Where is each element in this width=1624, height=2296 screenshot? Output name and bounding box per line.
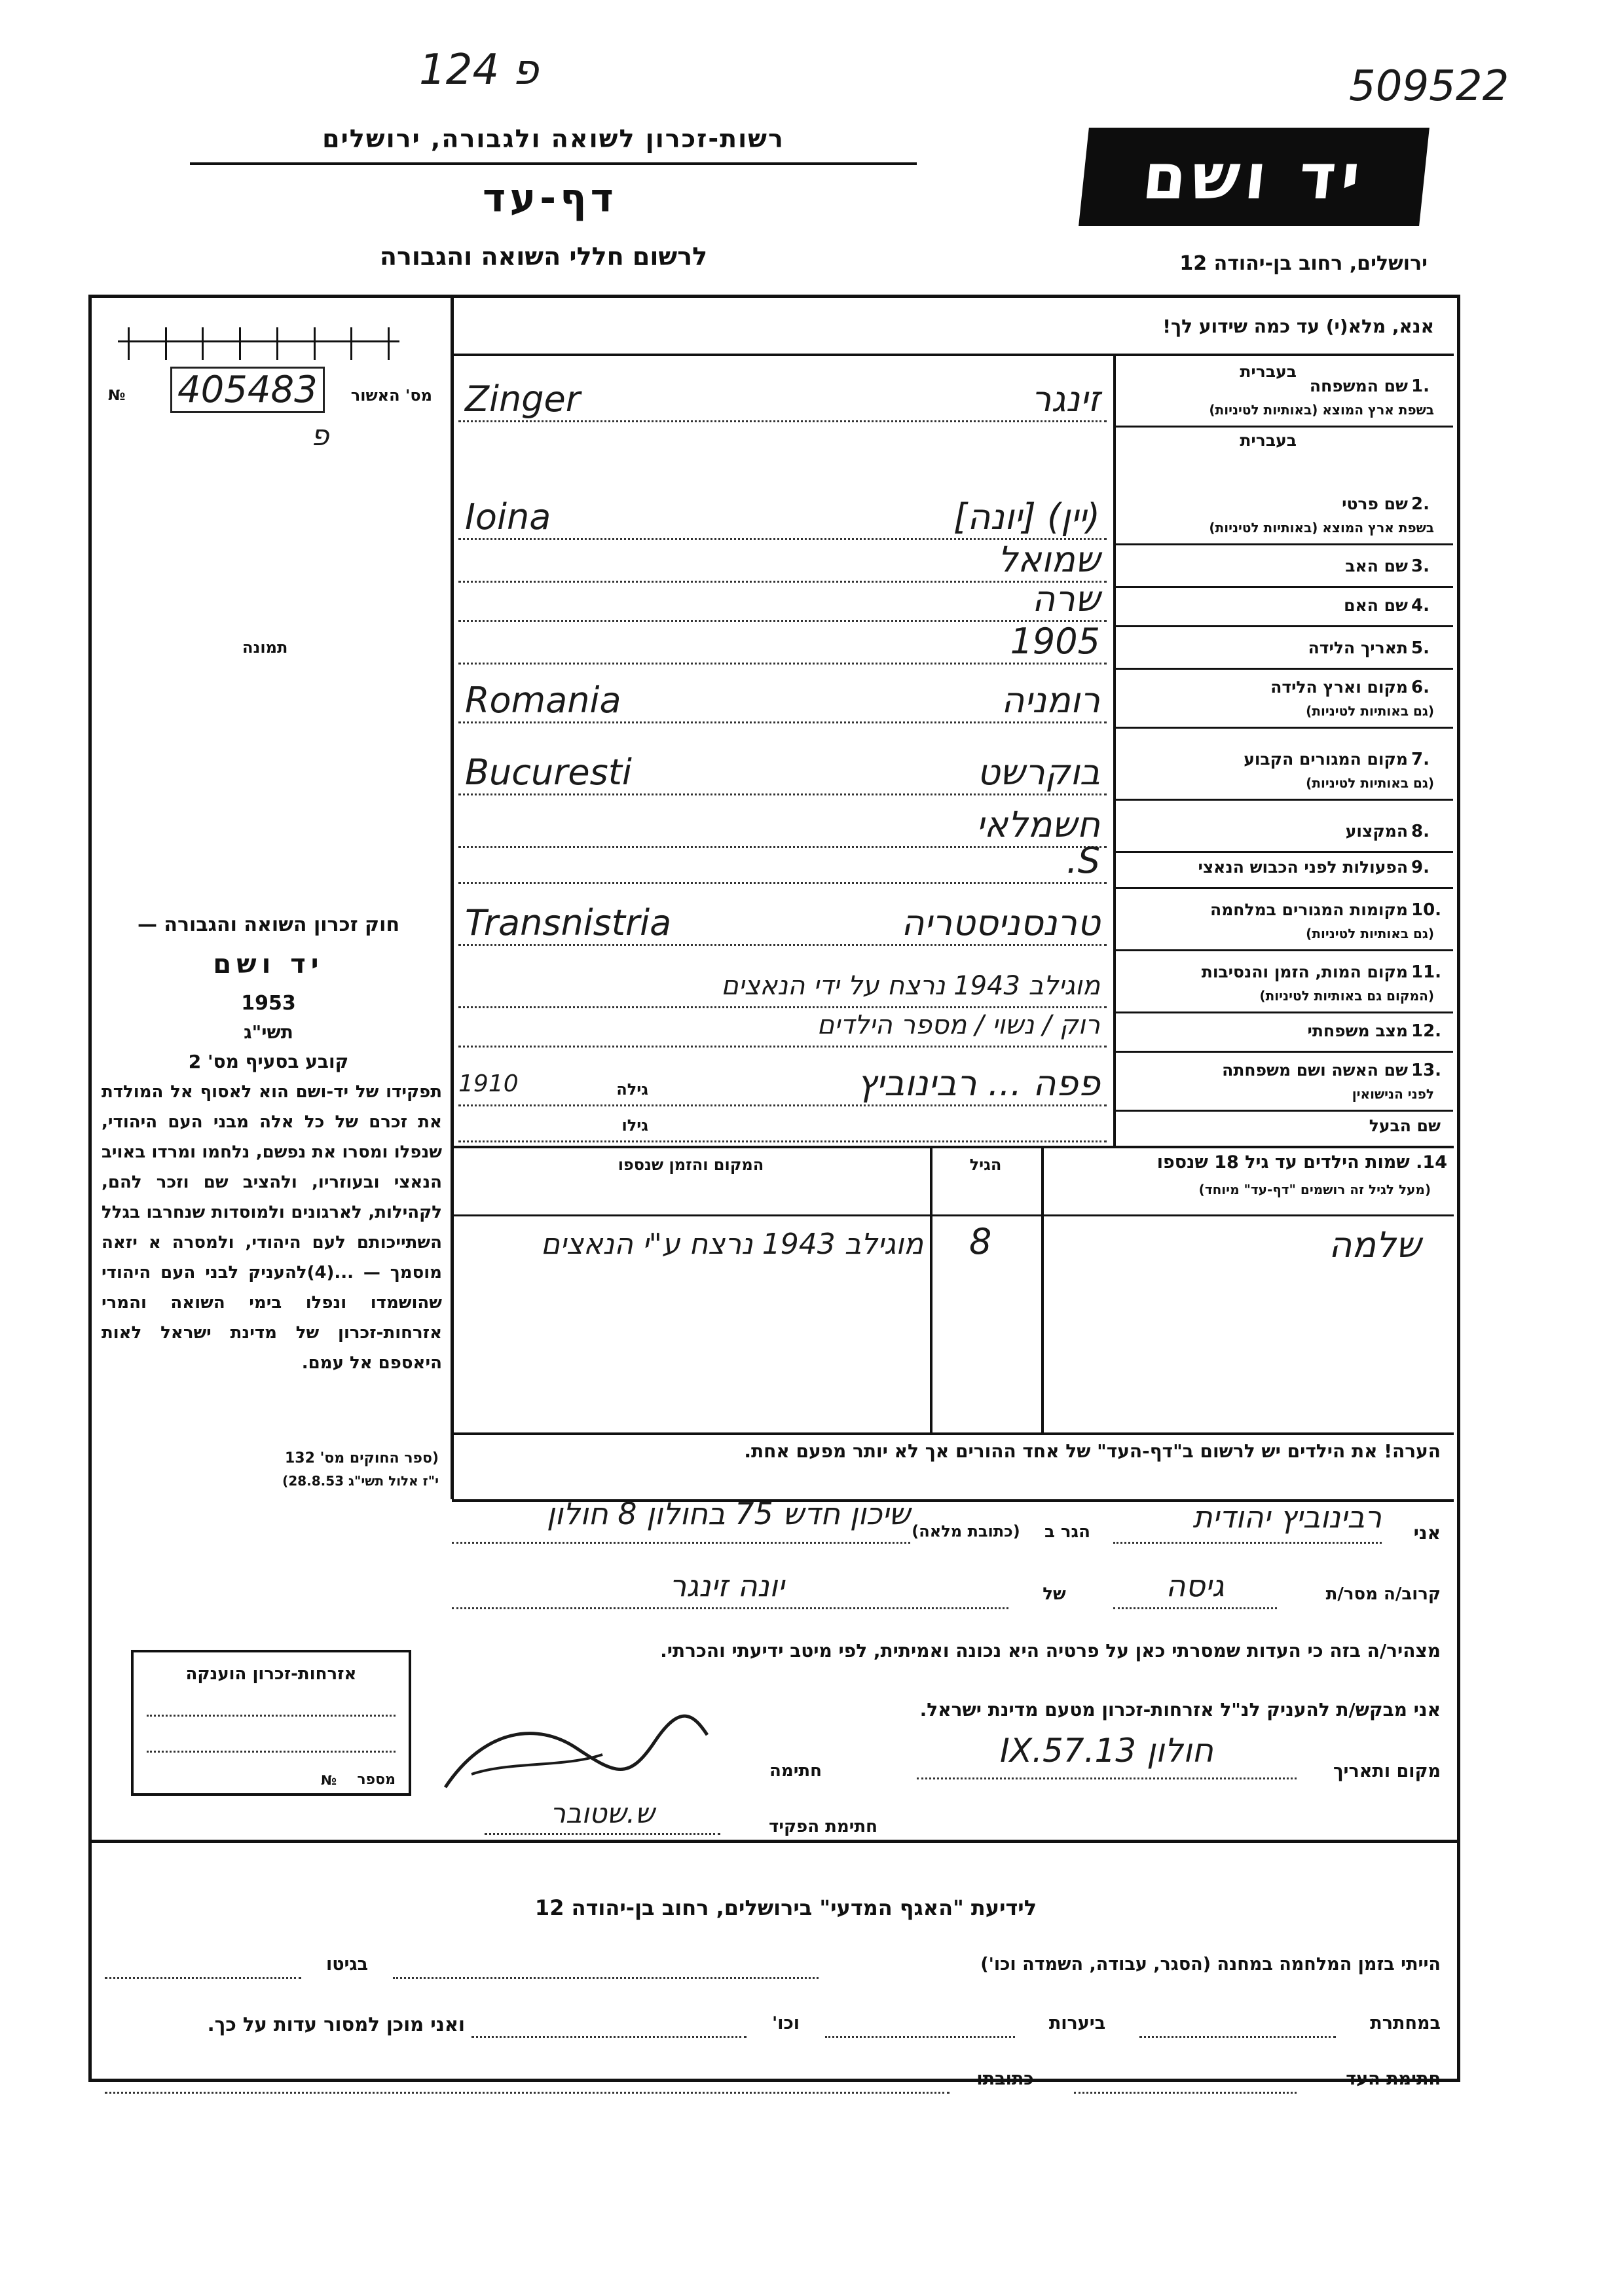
field-row-divider: [1116, 426, 1453, 428]
children-col-place: המקום והזמן שנספו: [618, 1156, 764, 1174]
form-title: דף-עד: [483, 175, 618, 221]
field-number: 7.: [1411, 750, 1430, 769]
info-camp-label: הייתי בזמן המלחמה במחנה (הסגר, עבודה, השמדה וכו'): [980, 1954, 1441, 1975]
field-value-latin: Zinger: [465, 378, 580, 420]
decl-clerk-value: ש.שטובר: [550, 1797, 655, 1829]
field-row-divider: [1116, 543, 1453, 545]
field-label: שם האשה ושם משפחתה: [1222, 1061, 1408, 1080]
info-underground-label: במחתרת: [1370, 2013, 1441, 2033]
info-etc-dots: [471, 2036, 747, 2038]
law-clause: קובע בסעיף מס' 2: [188, 1051, 349, 1072]
field-label: מצב משפחתי: [1307, 1021, 1408, 1040]
field-value-line: [458, 1046, 1107, 1048]
decl-of-value: יונה זינגר: [669, 1568, 784, 1603]
children-top-border: [452, 1146, 1454, 1148]
field-label: שם המשפחה: [1309, 376, 1408, 395]
field-sublabel: בשפת ארץ המוצא (באותיות לטיניות): [1209, 520, 1434, 536]
decl-place-dots: [917, 1777, 1297, 1779]
field-value-hebrew: מוגילב 1943 נרצח על ידי הנאצים: [721, 971, 1100, 1001]
approval-prefix: №: [108, 388, 126, 404]
citizenship-box-title: אזרחות-זכרון הוענקה: [185, 1664, 357, 1684]
field-value-hebrew: שמואל: [997, 539, 1100, 580]
field-value-hebrew: S.: [1066, 840, 1100, 881]
field-value-hebrew: 1905: [1010, 621, 1100, 662]
decl-resides: הגר ב: [1044, 1522, 1091, 1542]
field-value-latin: Romania: [465, 680, 621, 721]
decl-clerk-label: חתימת הפקיד: [769, 1817, 877, 1836]
field-number: 11.: [1411, 962, 1442, 982]
field-row-divider: [1116, 1110, 1453, 1112]
decl-i-dots: [1113, 1542, 1382, 1544]
field-row-divider: [1116, 949, 1453, 951]
field-number: 8.: [1411, 822, 1430, 841]
decl-of-label: של: [1043, 1584, 1066, 1604]
citizenship-box-line1: [147, 1715, 396, 1717]
field-value-line: [458, 663, 1107, 665]
field-value-hebrew: זינגר: [1031, 378, 1100, 420]
decl-relation-value: גיסה: [1166, 1568, 1225, 1603]
info-etc-label: וכו': [771, 2013, 800, 2033]
field-sublabel: בשפת ארץ המוצא (באותיות לטיניות): [1209, 402, 1434, 418]
info-address-dots: [105, 2092, 950, 2094]
decl-statement: מצהיר/ה בזה כי העדות שמסרתי כאן על פרטיה היא נכונה ואמיתית, לפי מיטב ידיעתי והכרתי.: [660, 1640, 1441, 1662]
field-number: 10.: [1411, 900, 1442, 920]
field-hebrew-tag: בעברית: [1240, 431, 1297, 450]
field-row-divider: [1116, 851, 1453, 853]
decl-relation-dots: [1113, 1607, 1277, 1609]
authority-underline: [190, 162, 917, 165]
field-number: 4.: [1411, 596, 1430, 615]
decl-sig-label: חתימה: [769, 1761, 822, 1781]
info-witness-sig-dots: [1074, 2092, 1297, 2094]
yad-vashem-logo: [1079, 128, 1430, 226]
citizenship-box: [131, 1650, 411, 1796]
left-column-divider: [451, 295, 454, 1499]
field-age-label: גילה: [616, 1080, 648, 1099]
info-ghetto-dots: [105, 1977, 301, 1979]
law-source-date: י"ז אלול תשי"ג 28.8.53): [282, 1473, 439, 1489]
field-label: שם הבעל: [1369, 1116, 1441, 1135]
law-hebrew-year: תשי"ג: [244, 1021, 293, 1043]
field-number: 3.: [1411, 556, 1430, 576]
field-value-hebrew: רומניה: [1001, 680, 1100, 721]
field-value-line: [458, 793, 1107, 795]
children-col1: [930, 1147, 932, 1432]
field-sublabel: (גם באותיות לטיניות): [1306, 775, 1434, 791]
info-ghetto-label: בגיטו: [325, 1954, 369, 1975]
instruction-divider: [452, 354, 1454, 356]
field-sublabel: (גם באותיות לטיניות): [1306, 926, 1434, 941]
field-sublabel: (גם באותיות לטיניות): [1306, 703, 1434, 719]
decl-addr-label: (כתובת מלאה): [912, 1522, 1020, 1540]
field-number: 6.: [1411, 678, 1430, 697]
decl-request: אני מבקש/ת להעניק לנ"ל אזרחות-זכרון מטעם מדינת ישראל.: [919, 1699, 1441, 1721]
decl-i-label: אני: [1413, 1522, 1441, 1544]
photo-label: תמונה: [242, 638, 288, 657]
field-value-latin: Bucuresti: [465, 752, 632, 793]
field-value-latin: Transnistria: [465, 902, 672, 943]
field-value-hebrew: שרה: [1031, 578, 1100, 619]
children-bottom-border: [452, 1432, 1454, 1435]
field-value-hebrew: רוק / נשוי / מספר הילדים: [817, 1010, 1100, 1040]
law-text: תפקידו של יד-ושם הוא לאסוף אל המולדת את זכרם של כל אלה מבני העם היהודי, שנפלו ומסרו את נפשם, נלחמו ומרדו באויב הנאצי ובעוזריו, ולהציב שם וזכר להם, לקהילות, לארגונים ולמוסדות שנחרבו בגלל השתייכותם לעם היהודי, ולמסרה א יזאה מוסמך — ...(4)להעניק לבני העם היהודי שהושמדו ונפלו בימי השואה והמרי אזרחות-זכרון של מדינת ישראל לאות היאספם אל עמם.: [101, 1082, 442, 1373]
decl-i-value: רבינוביץ יהודית: [1192, 1499, 1382, 1535]
labels-column-divider: [1113, 354, 1116, 1146]
form-subtitle: לרשום חללי השואה והגבורה: [379, 242, 708, 271]
info-forests-label: ביערות: [1048, 2013, 1106, 2033]
field-value-line: [458, 1104, 1107, 1106]
field-number: 5.: [1411, 638, 1430, 658]
field-value-line: [458, 1006, 1107, 1008]
approval-note: פ: [311, 419, 329, 452]
signature-scribble: [432, 1702, 720, 1807]
authority-name: רשות-זכרון לשואה ולגבורה, ירושלים: [322, 124, 784, 153]
field-label: המקצוע: [1345, 822, 1408, 841]
field-label: מקום המות, הזמן והנסיבות: [1201, 962, 1408, 981]
info-willing-label: ואני מוכן למסור עדות על כך.: [207, 2013, 465, 2035]
children-col-age: הגיל: [969, 1156, 1002, 1174]
field-row-divider: [1116, 799, 1453, 801]
address: ירושלים, רחוב בן-יהודה 12: [1179, 252, 1428, 275]
decl-relation-label: קרוב/ה מסר/ת: [1325, 1584, 1441, 1604]
field-number: 13.: [1411, 1061, 1442, 1080]
field-age-value: 1910: [458, 1070, 519, 1097]
field-label: שם האם: [1344, 596, 1408, 615]
child-age: 8: [969, 1221, 992, 1262]
info-address-label: כתובתו: [976, 2069, 1034, 2089]
citizenship-box-number-prefix: №: [320, 1772, 337, 1788]
field-label: שם פרטי: [1342, 494, 1408, 513]
child-place: מוגילב 1943 נרצח ע"י הנאצים: [540, 1228, 923, 1261]
field-row-divider: [1116, 586, 1453, 588]
law-source: (ספר החוקים מס' 132: [284, 1450, 439, 1467]
field-row-divider: [1116, 1051, 1453, 1053]
form-instruction: אנא, מלא(י) עד כמה שידוע לך!: [1162, 316, 1434, 337]
children-header-line: [452, 1214, 1454, 1216]
field-label: מקומות המגורים במלחמה: [1210, 900, 1408, 919]
info-witness-sig-label: חתימת העד: [1346, 2069, 1441, 2089]
field-value-hebrew: (יין) [יונה]: [953, 496, 1100, 538]
law-title: חוק זכרון השואה והגבורה —: [137, 913, 400, 936]
field-row-divider: [1116, 1011, 1453, 1013]
law-year: 1953: [241, 992, 296, 1015]
info-underground-dots: [1139, 2036, 1336, 2038]
field-label: שם האב: [1345, 556, 1408, 575]
info-title: לידיעת "האגף המדעי" בירושלים, רחוב בן-יהודה 12: [534, 1895, 1037, 1920]
field-label: מקום המגורים הקבוע: [1244, 750, 1408, 769]
field-age-label: גילו: [621, 1116, 648, 1135]
approval-label: מס' האשור: [350, 386, 432, 405]
law-name: יד ושם: [213, 949, 324, 979]
handwritten-ref-right: 509522: [1349, 62, 1509, 111]
decl-addr-value: שיכון חדש 75 בחולון 8 חולון: [546, 1496, 910, 1531]
field-label: תאריך הלידה: [1308, 638, 1408, 657]
field-label: הפעולות לפני הכבוש הנאצי: [1198, 858, 1408, 877]
decl-of-dots: [452, 1607, 1008, 1609]
child-name: שלמה: [1329, 1224, 1421, 1266]
citizenship-box-line2: [147, 1751, 396, 1753]
children-title-sub: (מעל לגיל זה רושמים "דף-עד" מיוחד): [1198, 1182, 1431, 1197]
field-sublabel: (המקום גם באותיות לטיניות): [1259, 988, 1434, 1004]
field-row-divider: [1116, 887, 1453, 889]
field-value-line: [458, 721, 1107, 723]
field-number: 1.: [1411, 376, 1430, 396]
field-value-line: [458, 1140, 1107, 1142]
field-value-line: [458, 944, 1107, 946]
info-forests-dots: [825, 2036, 1015, 2038]
field-number: 12.: [1411, 1021, 1442, 1041]
field-sublabel: לפני הנישואין: [1352, 1086, 1434, 1102]
field-value-hebrew: בוקרשט: [977, 752, 1100, 793]
decl-clerk-dots: [485, 1833, 720, 1835]
field-number: 9.: [1411, 858, 1430, 877]
field-value-hebrew: פפה ... רבינוביץ: [857, 1063, 1100, 1104]
logo-text: יד ושם: [1139, 140, 1369, 213]
field-label: מקום וארץ הלידה: [1270, 678, 1408, 697]
info-divider: [88, 1840, 1457, 1843]
children-col2: [1041, 1147, 1044, 1432]
field-value-hebrew: חשמלאי: [976, 804, 1100, 845]
field-row-divider: [1116, 668, 1453, 670]
children-note: הערה! את הילדים יש לרשום ב"דף-העד" של אחד ההורים אך לא יותר מפעם אחת.: [744, 1440, 1441, 1462]
field-hebrew-tag: בעברית: [1240, 362, 1297, 381]
field-value-line: [458, 420, 1107, 422]
citizenship-box-number-label: מספר: [357, 1772, 396, 1788]
decl-addr-dots: [452, 1542, 910, 1544]
field-row-divider: [1116, 625, 1453, 627]
info-camp-dots: [393, 1977, 819, 1979]
decl-place-value: חולון 13.IX.57: [1000, 1732, 1213, 1770]
handwritten-ref-left: 124 פ: [419, 46, 539, 94]
decl-place-label: מקום ותאריך: [1333, 1761, 1441, 1781]
approval-tickmarks: [128, 327, 390, 360]
field-value-latin: Ioina: [465, 496, 551, 538]
field-value-line: [458, 882, 1107, 884]
field-value-hebrew: טרנסניסטריה: [901, 902, 1100, 943]
approval-number: 405483: [170, 367, 325, 413]
field-number: 2.: [1411, 494, 1430, 514]
field-row-divider: [1116, 727, 1453, 729]
children-title: 14. שמות הילדים עד גיל 18 שנספו: [1156, 1152, 1447, 1173]
